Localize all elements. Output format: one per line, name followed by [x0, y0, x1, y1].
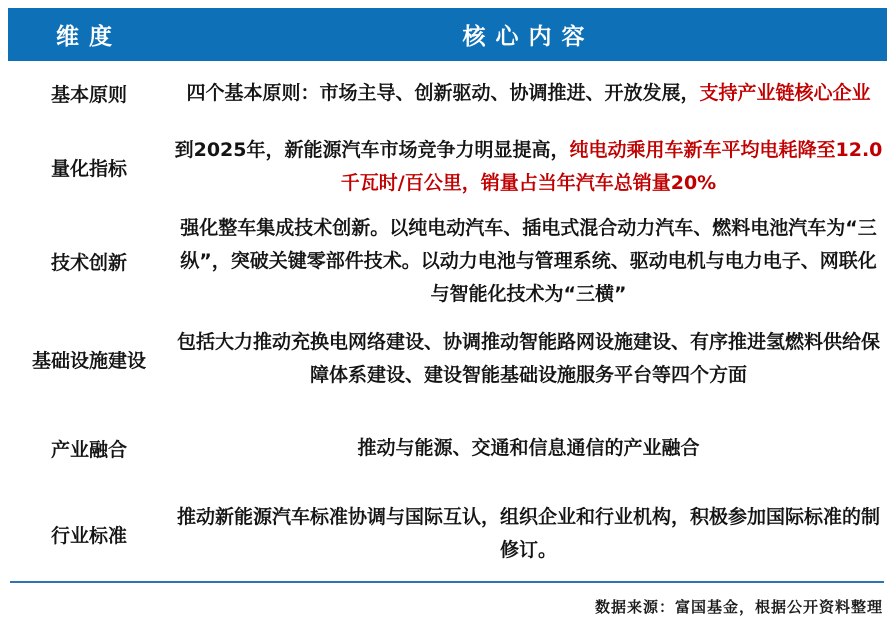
row-label: 行业标准 [50, 524, 127, 547]
policy-table [8, 8, 887, 577]
table-row [8, 61, 887, 125]
content-segment: 强化整车集成技术创新。以纯电动汽车、插电式混合动力汽车、燃料电池汽车为“三纵”，突破关键零部件技术。以动力电池与管理系统、驱动电机与电力电子、网联化与智能化技术为“三横” [180, 216, 877, 305]
table-header-row [8, 8, 887, 61]
table-row [8, 209, 887, 313]
row-content [170, 501, 887, 567]
header-cell-content: 核心内容 [462, 24, 595, 50]
row-label: 产业融合 [50, 438, 127, 461]
content-segment: 到2025年，新能源汽车市场竞争力明显提高， [174, 139, 570, 161]
data-source-note: 数据来源：富国基金，根据公开资料整理 [594, 598, 883, 616]
header-cell-dimension: 维度 [56, 24, 122, 50]
row-label: 量化指标 [50, 157, 127, 180]
table-row [8, 405, 887, 491]
content-segment: 推动新能源汽车标准协调与国际互认，组织企业和行业机构，积极参加国际标准的制修订。 [176, 506, 880, 561]
content-segment-highlight: 纯电动乘用车新车平均电耗降至12.0千瓦时/百公里，销量占当年汽车总销量20% [340, 139, 883, 194]
bottom-divider-line [10, 581, 884, 583]
row-content [170, 326, 887, 392]
content-segment: 推动与能源、交通和信息通信的产业融合 [357, 436, 700, 459]
row-label: 基本原则 [50, 83, 127, 106]
content-segment-highlight: 支持产业链核心企业 [699, 81, 871, 104]
row-content [170, 432, 887, 465]
table-row [8, 491, 887, 577]
row-label: 技术创新 [50, 251, 127, 274]
table-row [8, 313, 887, 405]
row-content [170, 212, 887, 311]
row-content [170, 77, 887, 110]
content-segment: 包括大力推动充换电网络建设、协调推动智能路网设施建设、有序推进氢燃料供给保障体系建设、建设智能基础设施服务平台等四个方面 [176, 331, 880, 386]
table-row [8, 125, 887, 209]
row-label: 基础设施建设 [31, 349, 146, 372]
row-content [170, 134, 887, 200]
content-segment: 四个基本原则：市场主导、创新驱动、协调推进、开放发展， [186, 81, 700, 104]
